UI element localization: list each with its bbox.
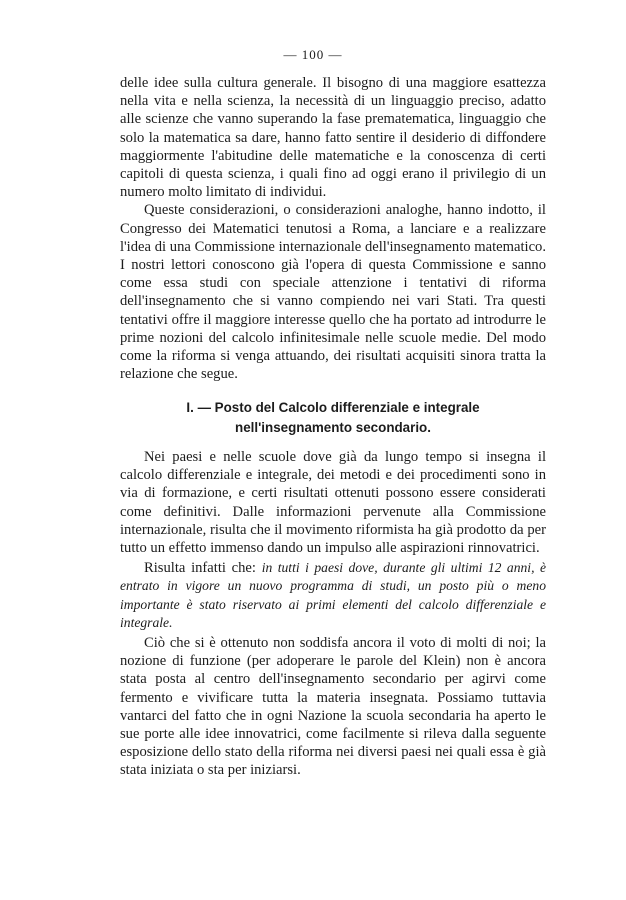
paragraph-section-3: Ciò che si è ottenuto non soddisfa ancora il voto di molti di noi; la nozione di funzione (per adoperare le parole del Klein) non è ancora stata posta al centro dell'insegnamento secondario per agirvi come fermento e vivificare tutta la materia insegnata. Possiamo tuttavia vantarci del fatto che in ogni Nazione la scuola secondaria ha aperto le sue porte alle idee innovatrici, come facilmente si rileva dalla seguente esposizione dello stato della riforma nei diversi paesi nei quali essa è già stata iniziata o sta per iniziarsi.	[120, 635, 546, 779]
intro-text	[120, 74, 546, 383]
paragraph-section-2-italic: in tutti i paesi dove, durante gli ultimi 12 anni, è entrato in vigore un nuovo programma di studi, un posto più o meno importante è stato riservato ai primi elementi del calcolo differenziale e integrale.	[120, 560, 546, 630]
section-heading-line-1: I. — Posto del Calcolo differenziale e integrale	[186, 400, 480, 415]
section-heading	[120, 398, 546, 438]
paragraph-section-2	[120, 559, 546, 632]
paragraph-section-1: Nei paesi e nelle scuole dove già da lungo tempo si insegna il calcolo differenziale e integrale, dei metodi e dei procedimenti sono in via di formazione, e certi risultati ottenuti possono essere considerati come definitivi. Dalle informazioni pervenute alla Commissione internazionale, risulta che il movimento riformista ha già prodotto da per tutto un effetto immenso dando un impulso alle aspirazioni rinnovatrici.	[120, 449, 546, 557]
paragraph-section-2-lead: Risulta infatti che:	[144, 560, 262, 577]
paragraph-intro-2: Queste considerazioni, o considerazioni analoghe, hanno indotto, il Congresso dei Matematici tenutosi a Roma, a lanciare e a realizzare l'idea di una Commissione internazionale dell'insegnamento matematico. I nostri lettori conoscono già l'opera di questa Commissione e sanno come essa studi con speciale attenzione i tentativi di riforma dell'insegnamento che si vanno compiendo nei vari Stati. Tra questi tentativi offre il maggiore interesse quello che ha portato ad introdurre le prime nozioni del calcolo infinitesimale nelle scuole medie. Del modo come la riforma si venga attuando, dei risultati acquisiti sinora tratta la relazione che segue.	[120, 202, 546, 383]
paragraph-intro-1: delle idee sulla cultura generale. Il bisogno di una maggiore esattezza nella vita e nella scienza, la necessità di un linguaggio preciso, adatto alle scienze che vanno superando la fase prematematica, linguaggio che solo la matematica sa dare, hanno fatto sentire il desiderio di diffondere maggiormente l'abitudine delle matematiche e la conoscenza di certi capitoli di questa scienza, i quali fino ad oggi erano il privilegio di un numero molto limitato di individui.	[120, 75, 546, 201]
section-text	[120, 448, 546, 780]
page-number: — 100 —	[283, 47, 343, 62]
section-heading-line-2: nell'insegnamento secondario.	[235, 420, 431, 435]
